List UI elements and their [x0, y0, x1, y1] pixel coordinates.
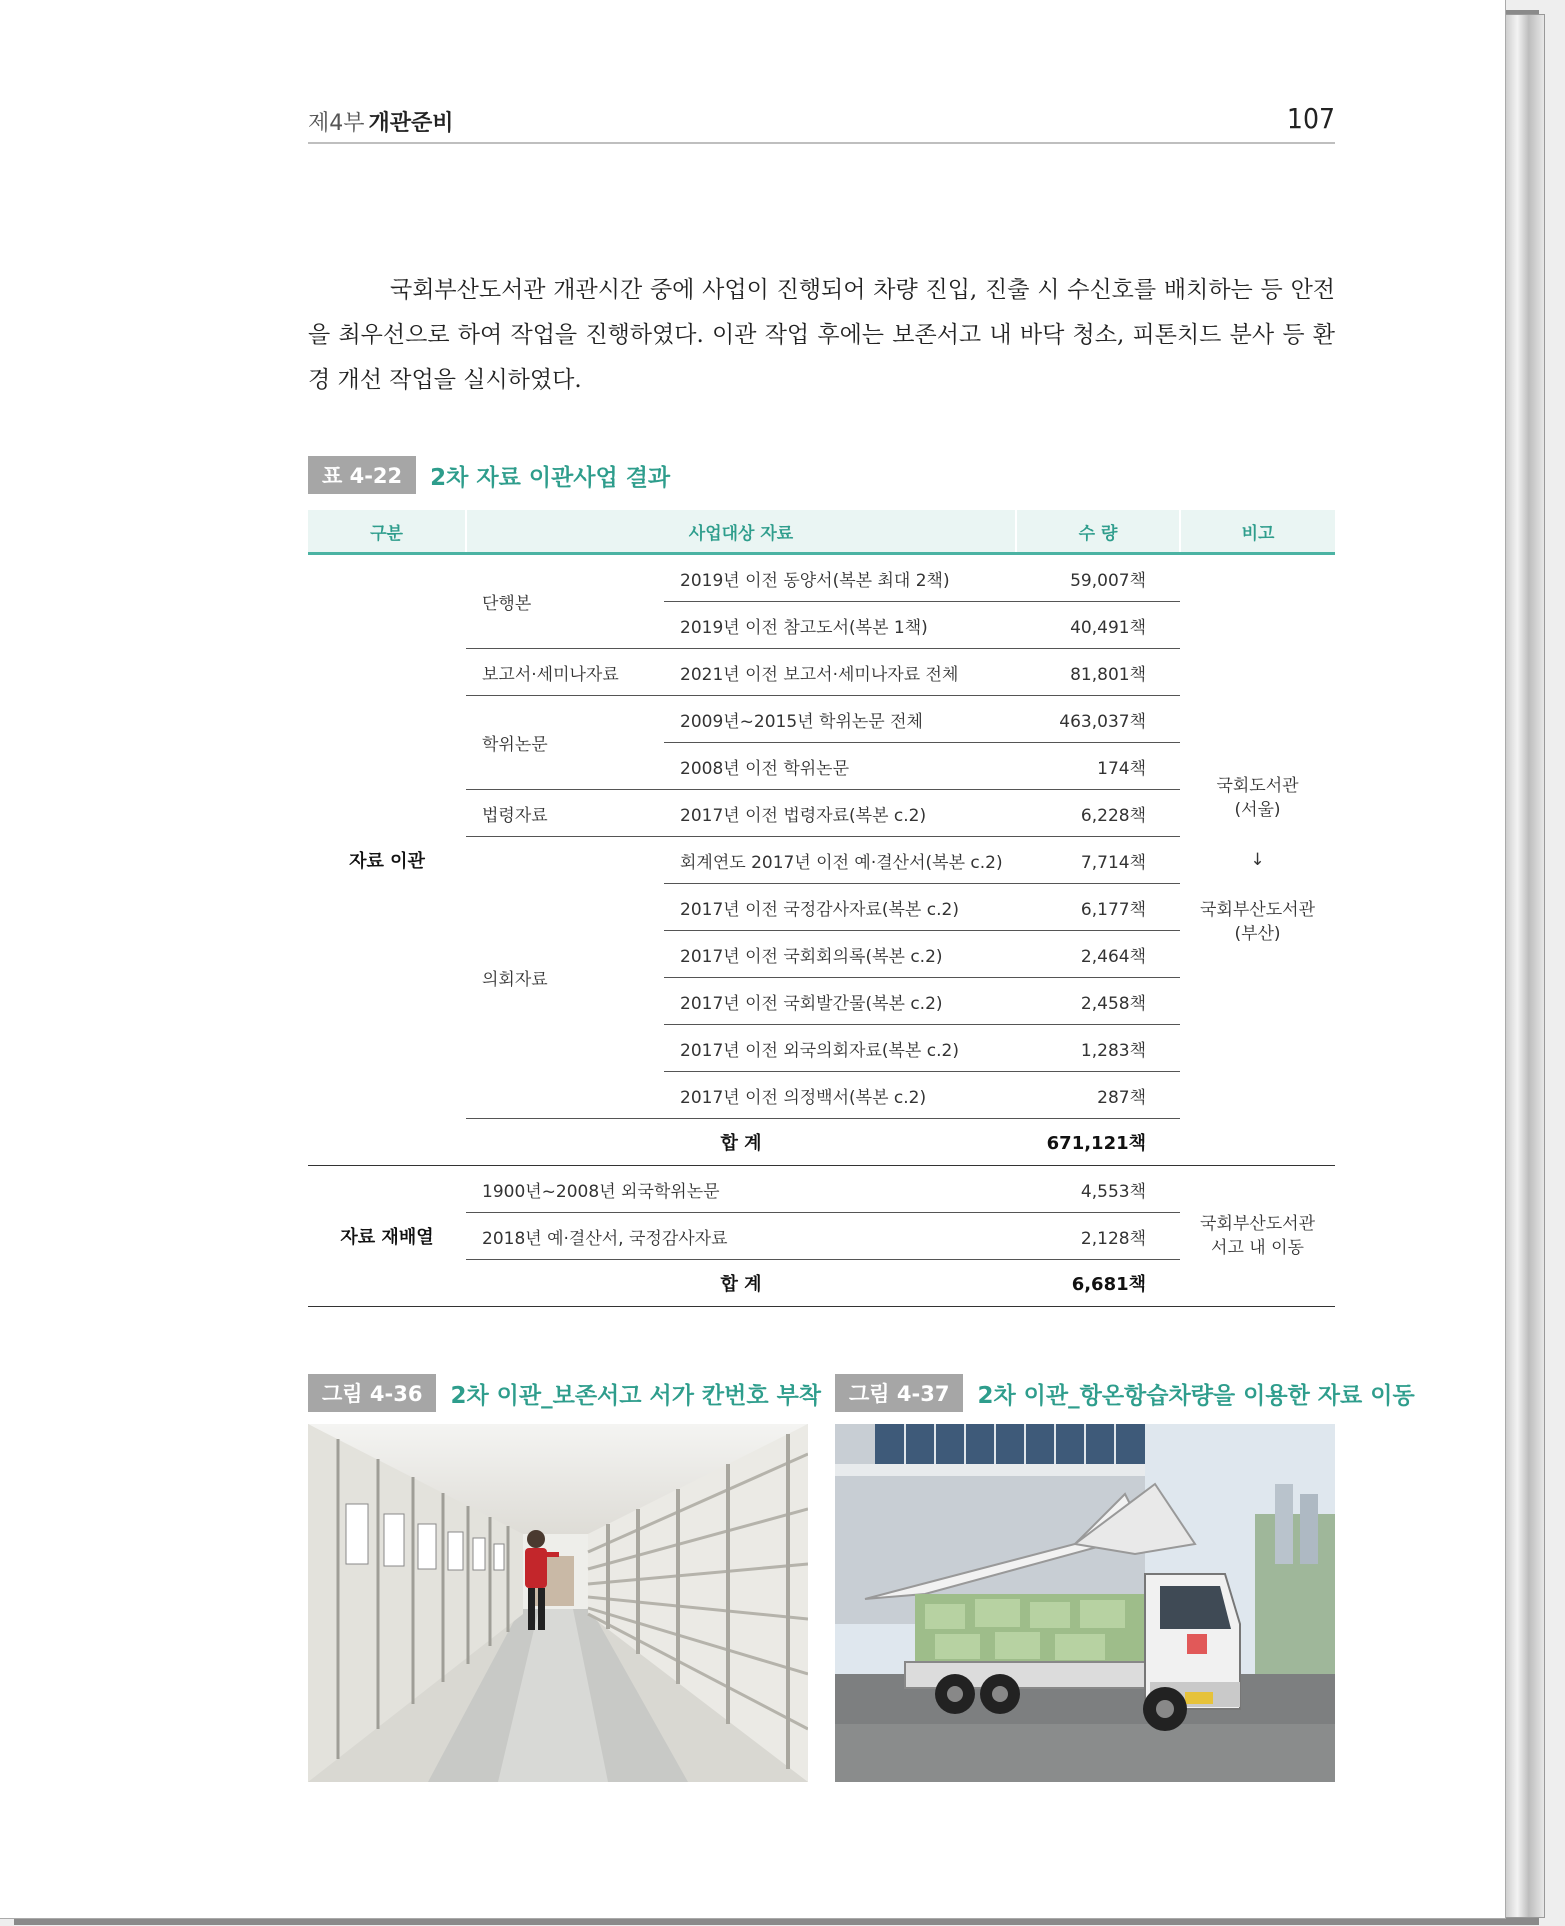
item-cell: 2017년 이전 의정백서(복본 c.2): [664, 1072, 1016, 1119]
results-table: [308, 510, 1335, 1307]
chapter-title: 개관준비: [368, 111, 454, 136]
qty-cell: 287책: [1016, 1072, 1180, 1119]
item-cell: 2017년 이전 국회회의록(복본 c.2): [664, 931, 1016, 978]
header-note: 비고: [1180, 510, 1335, 554]
note-rearrange: [1180, 1166, 1335, 1307]
table-caption: [308, 456, 671, 491]
sub-category: 단행본: [466, 554, 664, 649]
body-paragraph: 국회부산도서관 개관시간 중에 사업이 진행되어 차량 진입, 진출 시 수신호를 배치하는 등 안전을 최우선으로 하여 작업을 진행하였다. 이관 작업 후에는 보존서고 내 바닥 청소, 피톤치드 분사 등 환경 개선 작업을 실시하였다.: [308, 277, 1335, 393]
running-header: [308, 102, 1335, 144]
table-header-row: [308, 510, 1335, 554]
qty-cell: 6,177책: [1016, 884, 1180, 931]
item-cell: 1900년~2008년 외국학위논문: [466, 1166, 1016, 1213]
note-line1: 국회부산도서관: [1200, 1214, 1315, 1234]
note-transfer: [1180, 554, 1335, 1166]
item-cell: 2019년 이전 동양서(복본 최대 2책): [664, 554, 1016, 602]
sub-category: 학위논문: [466, 696, 664, 790]
item-cell: 2017년 이전 국회발간물(복본 c.2): [664, 978, 1016, 1025]
note-to: 국회부산도서관: [1200, 900, 1315, 920]
page-number: 107: [1286, 102, 1335, 135]
qty-cell: 4,553책: [1016, 1166, 1180, 1213]
truck-illustration: [835, 1424, 1335, 1782]
item-cell: 2018년 예·결산서, 국정감사자료: [466, 1213, 1016, 1260]
sub-category: 보고서·세미나자료: [466, 649, 664, 696]
figure-title: 2차 이관_보존서고 서가 칸번호 부착: [450, 1382, 822, 1409]
qty-cell: 2,128책: [1016, 1213, 1180, 1260]
sub-category: 법령자료: [466, 790, 664, 837]
qty-cell: 81,801책: [1016, 649, 1180, 696]
figure-caption-2: [835, 1374, 1415, 1409]
qty-cell: 2,464책: [1016, 931, 1180, 978]
item-cell: 2021년 이전 보고서·세미나자료 전체: [664, 649, 1016, 696]
table-row: [308, 1166, 1335, 1213]
figure-title: 2차 이관_항온항습차량을 이용한 자료 이동: [977, 1382, 1415, 1409]
qty-cell: 2,458책: [1016, 978, 1180, 1025]
header-quantity: 수 량: [1016, 510, 1180, 554]
part-label: 제4부: [308, 111, 365, 136]
total-qty: 6,681책: [1016, 1260, 1180, 1307]
photo-truck-transfer: [835, 1424, 1335, 1782]
qty-cell: 40,491책: [1016, 602, 1180, 649]
item-cell: 2009년~2015년 학위논문 전체: [664, 696, 1016, 743]
figure-caption-1: [308, 1374, 822, 1409]
total-label: 합 계: [466, 1119, 1016, 1166]
header-category: 구분: [308, 510, 466, 554]
figure-label: 그림 4-36: [308, 1374, 436, 1412]
qty-cell: 463,037책: [1016, 696, 1180, 743]
total-qty: 671,121책: [1016, 1119, 1180, 1166]
qty-cell: 174책: [1016, 743, 1180, 790]
qty-cell: 1,283책: [1016, 1025, 1180, 1072]
arrow-down-icon: ↓: [1250, 850, 1265, 870]
qty-cell: 6,228책: [1016, 790, 1180, 837]
item-cell: 2019년 이전 참고도서(복본 1책): [664, 602, 1016, 649]
note-from: 국회도서관: [1216, 776, 1299, 796]
group-rearrange: 자료 재배열: [308, 1166, 466, 1307]
qty-cell: 7,714책: [1016, 837, 1180, 884]
table-row: [308, 554, 1335, 602]
header-part: [308, 106, 454, 137]
figure-label: 그림 4-37: [835, 1374, 963, 1412]
item-cell: 2017년 이전 외국의회자료(복본 c.2): [664, 1025, 1016, 1072]
qty-cell: 59,007책: [1016, 554, 1180, 602]
table-label: 표 4-22: [308, 456, 416, 494]
photo-storage-shelves: [308, 1424, 808, 1782]
table-container: [308, 510, 1335, 1307]
note-from-loc: (서울): [1234, 800, 1281, 820]
total-label: 합 계: [466, 1260, 1016, 1307]
item-cell: 2017년 이전 법령자료(복본 c.2): [664, 790, 1016, 837]
sub-category: 의회자료: [466, 837, 664, 1119]
note-to-loc: (부산): [1234, 924, 1281, 944]
storage-shelves-illustration: [308, 1424, 808, 1782]
item-cell: 2017년 이전 국정감사자료(복본 c.2): [664, 884, 1016, 931]
note-line2: 서고 내 이동: [1211, 1238, 1304, 1258]
table-title: 2차 자료 이관사업 결과: [430, 464, 671, 491]
group-transfer: 자료 이관: [308, 554, 466, 1166]
page-stack-edge: [1505, 14, 1545, 1918]
item-cell: 2008년 이전 학위논문: [664, 743, 1016, 790]
header-material: 사업대상 자료: [466, 510, 1016, 554]
item-cell: 회계연도 2017년 이전 예·결산서(복본 c.2): [664, 837, 1016, 884]
